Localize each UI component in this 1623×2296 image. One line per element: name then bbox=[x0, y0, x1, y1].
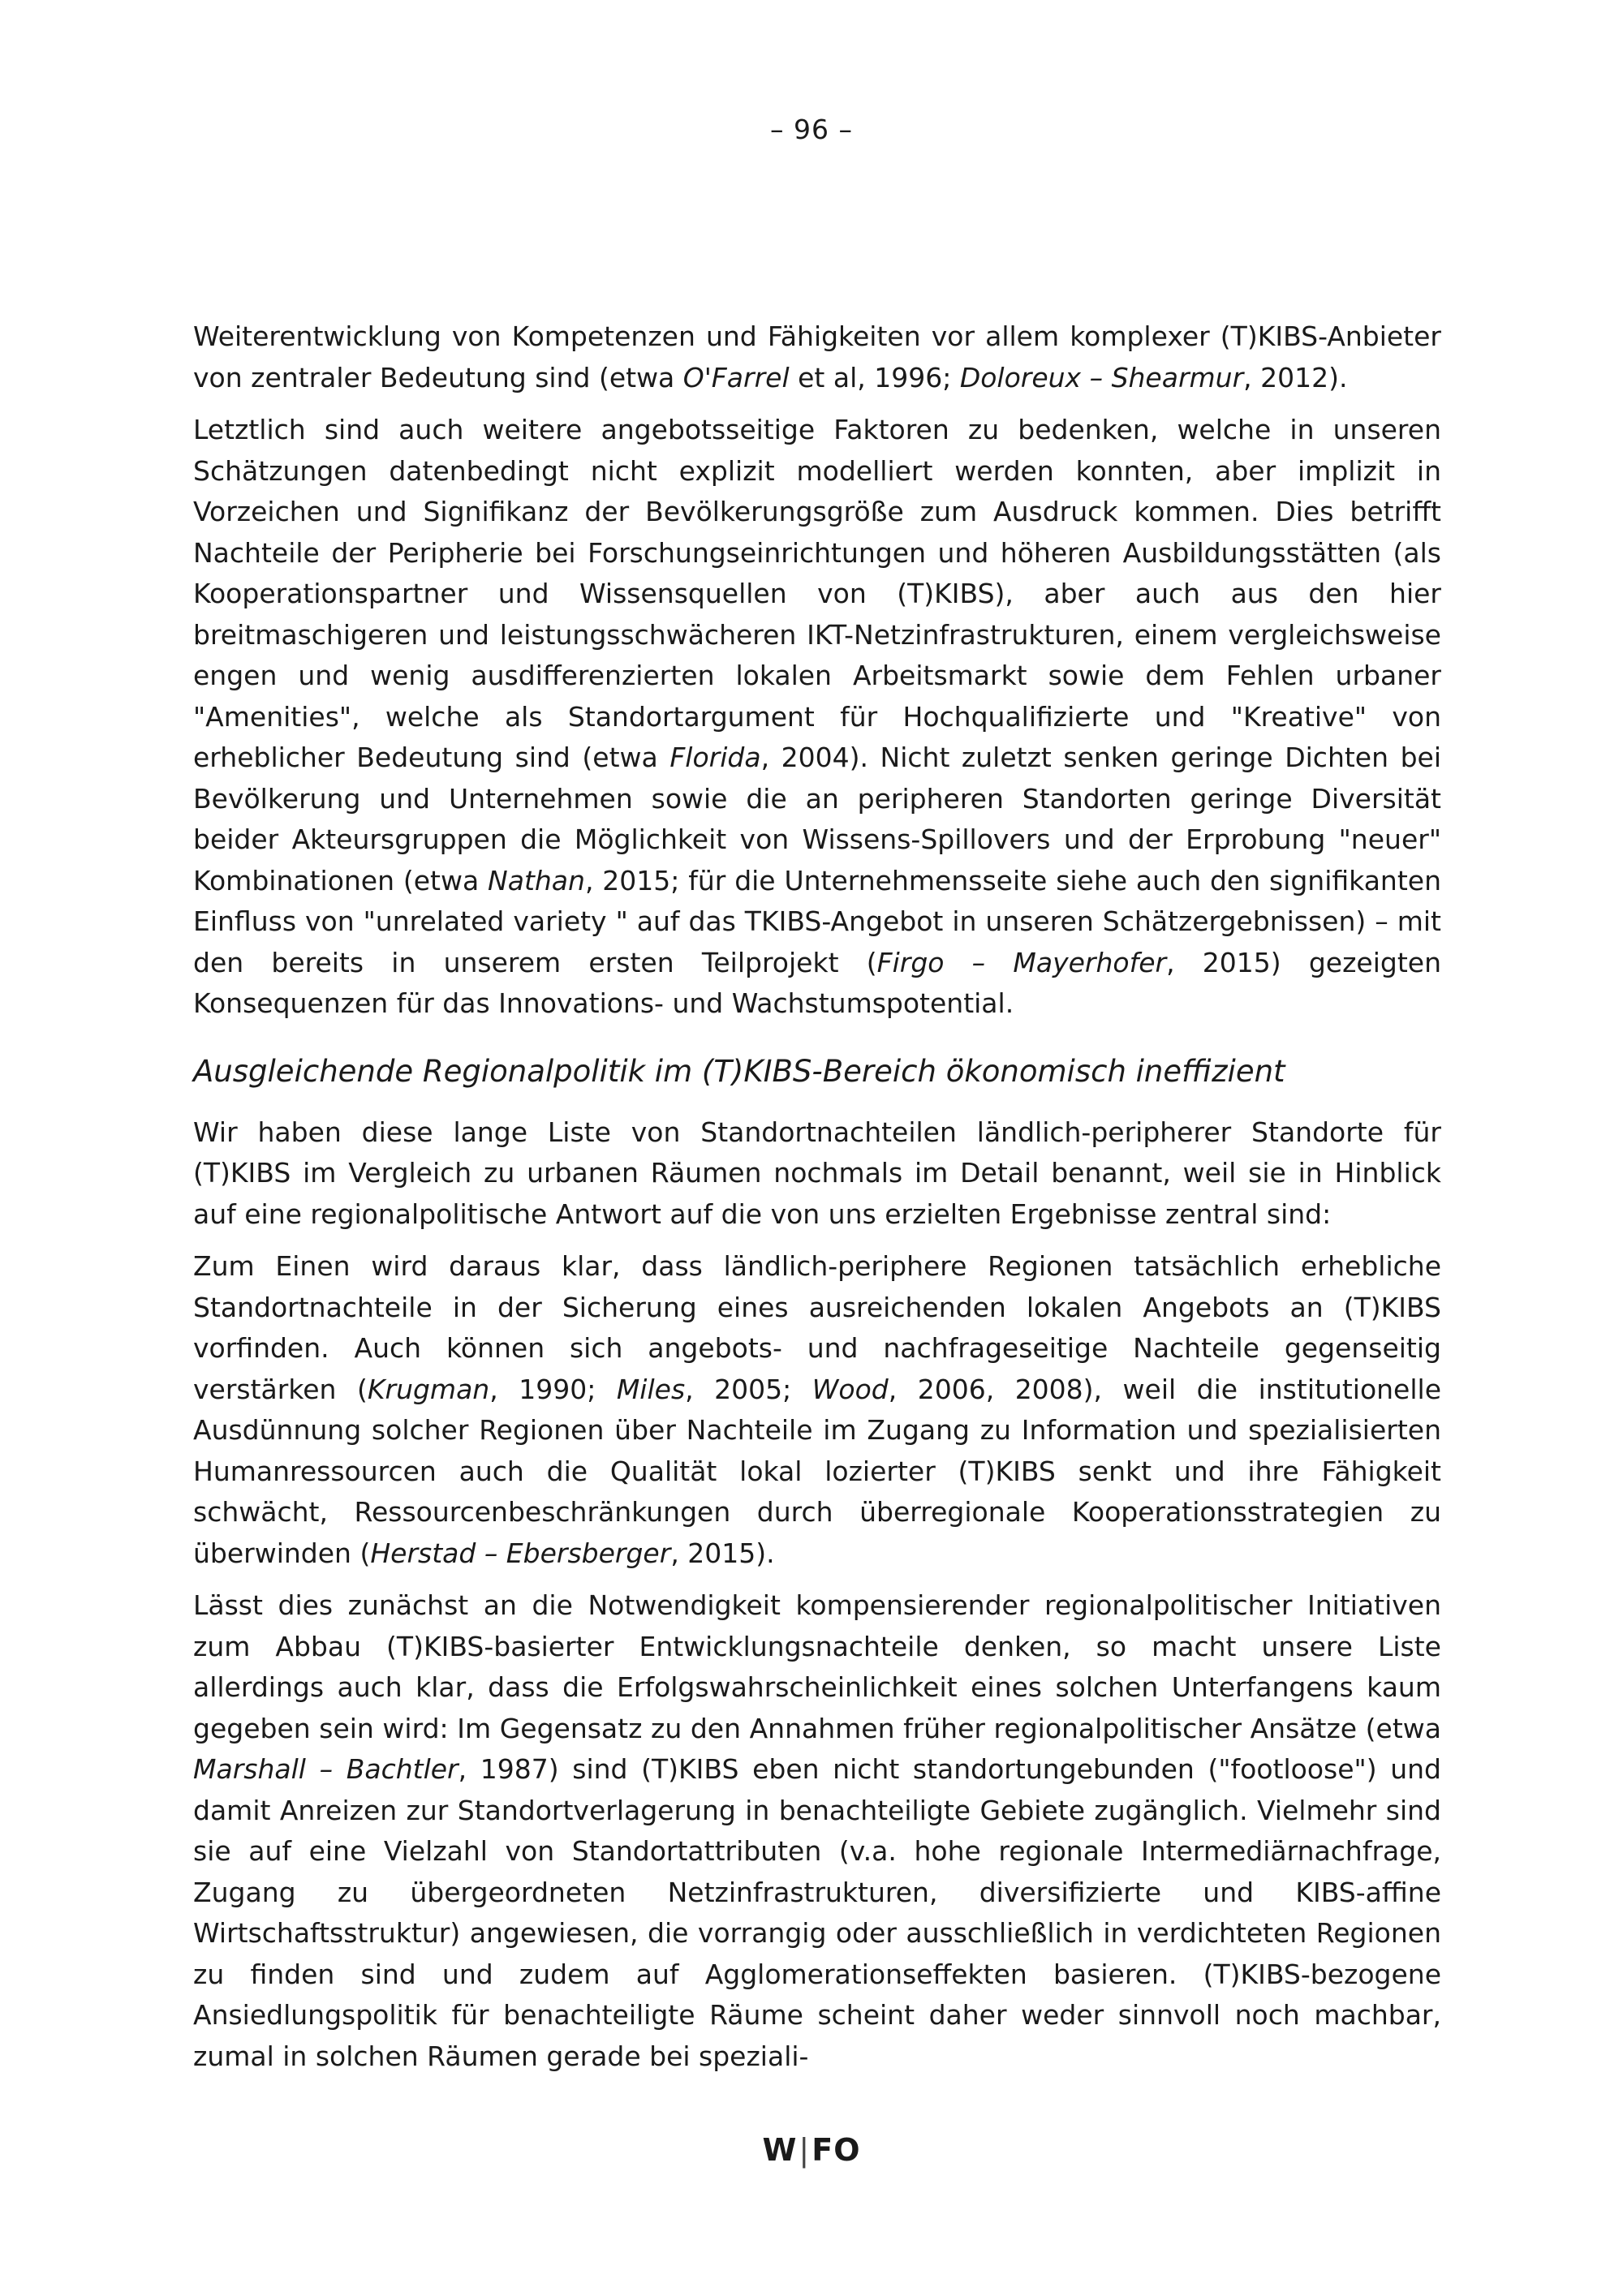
logo-letter-w: W bbox=[762, 2132, 798, 2168]
text-segment: Weiterentwicklung von Kompetenzen und Fähigkeiten vor allem komplexer (T)KIBS-Anbieter von zentraler Bedeutung sind (etwa bbox=[193, 320, 1441, 393]
logo-letter-o: O bbox=[833, 2132, 861, 2168]
text-segment: Wir haben diese lange Liste von Standortnachteilen ländlich-peripherer Standorte für (T)KIBS im Vergleich zu urbanen Räumen nochmals im Detail benannt, weil sie in Hinblick auf eine regionalpolitische Antwort auf die von uns erzielten Ergebnisse zentral sind: bbox=[193, 1116, 1441, 1230]
citation-author: Doloreux – Shearmur bbox=[959, 361, 1244, 393]
text-segment: , 1990; bbox=[489, 1373, 617, 1405]
paragraph bbox=[193, 1112, 1441, 1236]
citation-author: Herstad – Ebersberger bbox=[370, 1537, 671, 1569]
citation-author: Florida bbox=[669, 742, 761, 773]
citation-author: Nathan bbox=[488, 864, 585, 896]
page-number: – 96 – bbox=[770, 114, 853, 145]
citation-author: O'Farrel bbox=[682, 361, 790, 393]
logo-letter-f: F bbox=[812, 2132, 834, 2168]
text-segment: , 1987) sind (T)KIBS eben nicht standortungebunden ("footloose") und damit Anreizen zur Standortverlagerung in benachteiligte Gebiete zugänglich. Vielmehr sind sie auf eine Vielzahl von Standortattributen (v.a. hohe regionale Intermediärnachfrage, Zugang zu übergeordneten Netzinfrastrukturen, diversifizierte und KIBS-affine Wirtschaftsstruktur) angewiesen, die vorrangig oder ausschließlich in verdichteten Regionen zu finden sind und zudem auf Agglomerationseffekten basieren. (T)KIBS-bezogene Ansiedlungspolitik für benachteiligte Räume scheint daher weder sinnvoll noch machbar, zumal in solchen Räumen gerade bei speziali- bbox=[193, 1753, 1441, 2072]
text-segment: , 2015; für die Unternehmensseite siehe auch den signifikanten Einfluss von "unrelated variety " auf das TKIBS-Angebot in unseren Schätzergebnissen) – mit den bereits in unserem ersten Teilprojekt ( bbox=[193, 864, 1441, 978]
text-segment: Letztlich sind auch weitere angebotsseitige Faktoren zu bedenken, welche in unseren Schätzungen datenbedingt nicht explizit modelliert werden konnten, aber implizit in Vorzeichen und Signifikanz der Bevölkerungsgröße zum Ausdruck kommen. Dies betrifft Nachteile der Peripherie bei Forschungseinrichtungen und höheren Ausbildungsstätten (als Kooperationspartner und Wissensquellen von (T)KIBS), aber auch aus den hier breitmaschigeren und leistungsschwächeren IKT-Netzinfrastrukturen, einem vergleichsweise engen und wenig ausdifferenzierten lokalen Arbeitsmarkt sowie dem Fehlen urbaner "Amenities", welche als Standortargument für Hochqualifizierte und "Kreative" von erheblicher Bedeutung sind (etwa bbox=[193, 414, 1441, 773]
section-heading: Ausgleichende Regionalpolitik im (T)KIBS-Bereich ökonomisch ineffizient bbox=[193, 1053, 1285, 1089]
wifo-logo bbox=[0, 2132, 1623, 2168]
paragraph bbox=[193, 1246, 1441, 1574]
citation-author: Miles bbox=[616, 1373, 686, 1405]
paragraph bbox=[193, 410, 1441, 1025]
paragraph bbox=[193, 316, 1441, 398]
text-segment: , 2015) gezeigten Konsequenzen für das Innovations- und Wachstumspotential. bbox=[193, 946, 1441, 1019]
citation-author: Krugman bbox=[367, 1373, 490, 1405]
citation-author: Firgo – Mayerhofer bbox=[876, 946, 1167, 978]
document-body bbox=[193, 316, 1441, 2088]
text-segment: et al, 1996; bbox=[789, 361, 960, 393]
paragraph bbox=[193, 1585, 1441, 2077]
text-segment: , 2005; bbox=[685, 1373, 812, 1405]
text-segment: , 2006, 2008), weil die institutionelle Ausdünnung solcher Regionen über Nachteile im Zugang zu Information und spezialisierten Humanressourcen auch die Qualität lokal lozierter (T)KIBS senkt und ihre Fähigkeit schwächt, Ressourcenbeschränkungen durch überregionale Kooperationsstrategien zu überwinden ( bbox=[193, 1373, 1441, 1569]
text-segment: , 2015). bbox=[670, 1537, 775, 1569]
citation-author: Marshall – Bachtler bbox=[193, 1753, 458, 1785]
text-segment: , 2012). bbox=[1243, 361, 1348, 393]
logo-separator: | bbox=[799, 2132, 811, 2168]
citation-author: Wood bbox=[812, 1373, 889, 1405]
text-segment: , 2004). Nicht zuletzt senken geringe Dichten bei Bevölkerung und Unternehmen sowie die an peripheren Standorten geringe Diversität beider Akteursgruppen die Möglichkeit von Wissens-Spillovers und der Erprobung "neuer" Kombinationen (etwa bbox=[193, 742, 1441, 896]
text-segment: Lässt dies zunächst an die Notwendigkeit kompensierender regionalpolitischer Initiativen zum Abbau (T)KIBS-basierter Entwicklungsnachteile denken, so macht unsere Liste allerdings auch klar, dass die Erfolgswahrscheinlichkeit eines solchen Unterfangens kaum gegeben sein wird: Im Gegensatz zu den Annahmen früher regionalpolitischer Ansätze (etwa bbox=[193, 1589, 1441, 1744]
text-segment: Zum Einen wird daraus klar, dass ländlich-periphere Regionen tatsächlich erhebliche Standortnachteile in der Sicherung eines ausreichenden lokalen Angebots an (T)KIBS vorfinden. Auch können sich angebots- und nachfrageseitige Nachteile gegenseitig verstärken ( bbox=[193, 1250, 1441, 1405]
